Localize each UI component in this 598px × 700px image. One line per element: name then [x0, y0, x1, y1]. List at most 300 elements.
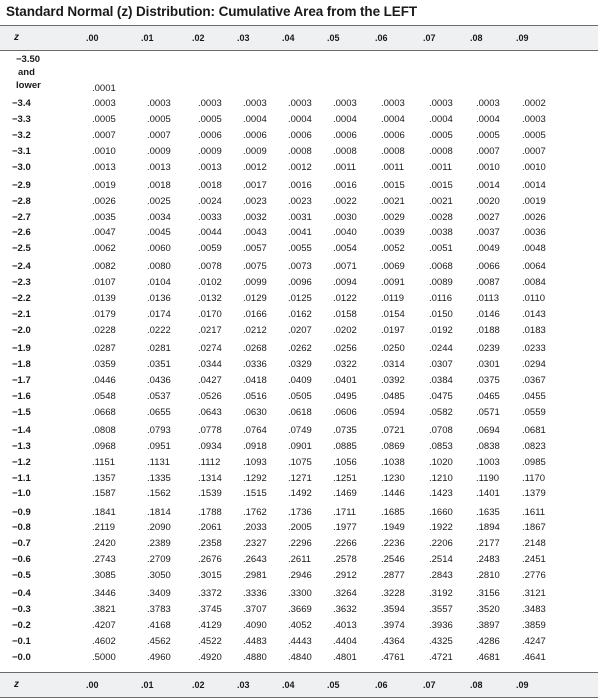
- header-col-01: .01: [141, 33, 154, 43]
- table-cell: .3897: [476, 620, 500, 631]
- table-cell: .0322: [333, 359, 357, 370]
- table-cell: .0003: [288, 98, 312, 109]
- table-row: [0, 160, 598, 176]
- table-cell: .3372: [198, 588, 222, 600]
- table-row: [0, 210, 598, 226]
- table-cell: .3745: [198, 604, 222, 616]
- table-cell: .3821: [92, 604, 116, 616]
- table-cell: .4286: [476, 635, 500, 647]
- table-row: [0, 586, 598, 602]
- z-value: −0.3: [12, 604, 31, 616]
- table-row: [0, 275, 598, 291]
- header-col-05: .05: [327, 33, 340, 43]
- footer-col-06: .06: [375, 680, 388, 690]
- z-value: −2.3: [12, 277, 31, 289]
- table-cell: .1788: [198, 506, 222, 518]
- table-cell: .0968: [92, 440, 116, 452]
- header-col-07: .07: [423, 33, 436, 43]
- table-cell: .0068: [429, 261, 453, 273]
- table-cell: .0018: [198, 179, 222, 191]
- table-cell: .0166: [243, 309, 267, 321]
- table-cell: .2420: [92, 538, 116, 550]
- table-cell: .2236: [381, 538, 405, 550]
- table-cell: .1977: [333, 522, 357, 534]
- table-cell: .4404: [333, 635, 357, 647]
- table-cell: .0113: [476, 293, 500, 305]
- table-row: [0, 520, 598, 536]
- table-cell: .0401: [333, 374, 357, 386]
- table-cell: .0035: [92, 211, 116, 223]
- table-cell: .0007: [476, 145, 500, 157]
- table-cell: .0721: [381, 424, 405, 436]
- table-cell: .3121: [522, 588, 546, 600]
- table-cell: .3156: [476, 588, 500, 600]
- footer-col-01: .01: [141, 680, 154, 690]
- header-z: z: [14, 32, 19, 43]
- table-cell: .0004: [476, 113, 500, 125]
- table-cell: .0023: [243, 195, 267, 207]
- table-cell: .0188: [476, 325, 500, 336]
- table-cell: .0281: [147, 343, 171, 355]
- table-cell: .0885: [333, 440, 357, 452]
- z-value: −1.5: [12, 406, 31, 418]
- table-cell: .0014: [476, 179, 500, 191]
- table-cell: .0064: [522, 261, 546, 273]
- table-cell: .3707: [243, 604, 267, 616]
- table-cell: .4325: [429, 635, 453, 647]
- table-cell: .0222: [147, 325, 171, 336]
- table-row: [0, 128, 598, 144]
- table-cell: .3085: [92, 570, 116, 582]
- table-cell: .4960: [147, 651, 171, 663]
- page-title: Standard Normal (z) Distribution: Cumulative Area from the LEFT: [6, 4, 417, 19]
- table-cell: .2119: [92, 522, 116, 534]
- table-cell: .0002: [522, 98, 546, 109]
- table-row: [0, 618, 598, 634]
- table-cell: .0022: [333, 195, 357, 207]
- table-cell: .0007: [522, 145, 546, 157]
- table-cell: .0985: [522, 456, 546, 468]
- table-cell: .0015: [429, 179, 453, 191]
- table-cell: .1635: [476, 506, 500, 518]
- table-cell: .0537: [147, 390, 171, 402]
- table-cell: .2709: [147, 554, 171, 566]
- z-value: −2.0: [12, 325, 31, 336]
- table-cell: .0027: [476, 211, 500, 223]
- z-value: −1.6: [12, 390, 31, 402]
- table-cell: .0384: [429, 374, 453, 386]
- table-cell: .2611: [288, 554, 312, 566]
- table-cell: .0708: [429, 424, 453, 436]
- table-cell: .0091: [381, 277, 405, 289]
- table-row: [0, 259, 598, 275]
- z-value: −0.1: [12, 635, 31, 647]
- table-cell: .4641: [522, 651, 546, 663]
- table-cell: .2514: [429, 554, 453, 566]
- table-cell: .1841: [92, 506, 116, 518]
- table-cell: .4364: [381, 635, 405, 647]
- table-cell: .2296: [288, 538, 312, 550]
- table-cell: .0004: [333, 113, 357, 125]
- table-cell: .0122: [333, 293, 357, 305]
- table-cell: .0005: [92, 113, 116, 125]
- table-cell: .0026: [522, 211, 546, 223]
- table-cell: .0010: [522, 161, 546, 173]
- lower-tail-label-line: −3.50: [16, 54, 41, 65]
- table-cell: .0197: [381, 325, 405, 336]
- table-cell: .0008: [429, 145, 453, 157]
- table-cell: .0011: [333, 161, 357, 173]
- table-cell: .2912: [333, 570, 357, 582]
- table-cell: .0207: [288, 325, 312, 336]
- table-cell: .1038: [381, 456, 405, 468]
- table-cell: .2810: [476, 570, 500, 582]
- table-cell: .0005: [198, 113, 222, 125]
- table-cell: .1562: [147, 488, 171, 500]
- table-row: [0, 634, 598, 650]
- table-cell: .0078: [198, 261, 222, 273]
- table-cell: .1539: [198, 488, 222, 500]
- table-cell: .0329: [288, 359, 312, 370]
- z-value: −1.1: [12, 472, 31, 484]
- table-cell: .0010: [92, 145, 116, 157]
- table-cell: .0694: [476, 424, 500, 436]
- table-cell: .4483: [243, 635, 267, 647]
- table-row: [0, 323, 598, 339]
- table-row: [0, 389, 598, 405]
- table-cell: .0039: [381, 227, 405, 239]
- table-cell: .0314: [381, 359, 405, 370]
- table-cell: .2266: [333, 538, 357, 550]
- table-cell: .1922: [429, 522, 453, 534]
- table-cell: .4168: [147, 620, 171, 631]
- table-cell: .1762: [243, 506, 267, 518]
- table-cell: .3409: [147, 588, 171, 600]
- table-cell: .3936: [429, 620, 453, 631]
- table-cell: .0594: [381, 406, 405, 418]
- table-cell: .0021: [429, 195, 453, 207]
- z-value: −0.7: [12, 538, 31, 550]
- table-cell: .2451: [522, 554, 546, 566]
- table-cell: .0367: [522, 374, 546, 386]
- z-value: −3.2: [12, 129, 31, 141]
- table-cell: .0559: [522, 406, 546, 418]
- table-cell: .0287: [92, 343, 116, 355]
- header-col-08: .08: [470, 33, 483, 43]
- table-cell: .0004: [381, 113, 405, 125]
- table-cell: .0735: [333, 424, 357, 436]
- table-cell: .0012: [288, 161, 312, 173]
- table-cell: .1587: [92, 488, 116, 500]
- table-cell: .4880: [243, 651, 267, 663]
- z-value: −1.0: [12, 488, 31, 500]
- footer-z: z: [14, 679, 19, 690]
- table-cell: .0082: [92, 261, 116, 273]
- table-cell: .2946: [288, 570, 312, 582]
- table-cell: .3669: [288, 604, 312, 616]
- table-cell: .1492: [288, 488, 312, 500]
- table-cell: .0038: [429, 227, 453, 239]
- table-cell: .0228: [92, 325, 116, 336]
- footer-col-07: .07: [423, 680, 436, 690]
- table-cell: .0655: [147, 406, 171, 418]
- table-cell: .4920: [198, 651, 222, 663]
- table-cell: .0455: [522, 390, 546, 402]
- z-value: −2.7: [12, 211, 31, 223]
- table-cell: .0006: [288, 129, 312, 141]
- table-cell: .1271: [288, 472, 312, 484]
- table-cell: .0016: [288, 179, 312, 191]
- z-value: −3.1: [12, 145, 31, 157]
- table-cell: .0006: [198, 129, 222, 141]
- table-cell: .0643: [198, 406, 222, 418]
- table-cell: .4013: [333, 620, 357, 631]
- table-cell: .1112: [198, 456, 221, 468]
- table-cell: .0087: [476, 277, 500, 289]
- table-row: [0, 357, 598, 373]
- table-cell: .0250: [381, 343, 405, 355]
- table-row: [0, 241, 598, 257]
- table-cell: .0013: [92, 161, 116, 173]
- table-cell: .0116: [429, 293, 453, 305]
- table-cell: .0019: [522, 195, 546, 207]
- table-cell: .0359: [92, 359, 116, 370]
- table-cell: .0526: [198, 390, 222, 402]
- table-cell: .0010: [476, 161, 500, 173]
- table-cell: .0630: [243, 406, 267, 418]
- table-cell: .1093: [243, 456, 267, 468]
- table-cell: .1401: [476, 488, 500, 500]
- table-cell: .2090: [147, 522, 171, 534]
- table-cell: .0006: [381, 129, 405, 141]
- table-cell: .1210: [429, 472, 453, 484]
- table-cell: .4602: [92, 635, 116, 647]
- table-cell: .0011: [381, 161, 405, 173]
- table-cell: .0256: [333, 343, 357, 355]
- table-cell: .1423: [429, 488, 453, 500]
- table-cell: .1335: [147, 472, 171, 484]
- table-cell: .4562: [147, 635, 171, 647]
- table-cell: .2578: [333, 554, 357, 566]
- table-cell: .3050: [147, 570, 171, 582]
- table-cell: .0125: [288, 293, 312, 305]
- table-cell: .4721: [429, 651, 453, 663]
- table-cell: .0268: [243, 343, 267, 355]
- table-cell: .0146: [476, 309, 500, 321]
- table-cell: .0075: [243, 261, 267, 273]
- table-cell: .1469: [333, 488, 357, 500]
- table-cell: .0009: [147, 145, 171, 157]
- table-cell: .0009: [198, 145, 222, 157]
- table-cell: .4681: [476, 651, 500, 663]
- table-cell: .3859: [522, 620, 546, 631]
- table-cell: .3783: [147, 604, 171, 616]
- table-cell: .0934: [198, 440, 222, 452]
- table-cell: .3015: [198, 570, 222, 582]
- table-cell: .1446: [381, 488, 405, 500]
- table-cell: .0052: [381, 243, 405, 255]
- table-cell: .0017: [243, 179, 267, 191]
- table-cell: .0129: [243, 293, 267, 305]
- table-cell: .0606: [333, 406, 357, 418]
- table-cell: .1867: [522, 522, 546, 534]
- table-cell: .0004: [288, 113, 312, 125]
- table-cell: .0764: [243, 424, 267, 436]
- table-cell: .0212: [243, 325, 267, 336]
- table-row: [0, 291, 598, 307]
- table-cell: .0495: [333, 390, 357, 402]
- table-cell: .0005: [147, 113, 171, 125]
- table-cell: .0202: [333, 325, 357, 336]
- table-cell: .0045: [147, 227, 171, 239]
- lower-tail-value: .0001: [92, 83, 116, 94]
- z-value: −3.0: [12, 161, 31, 173]
- z-value: −2.9: [12, 179, 31, 191]
- table-cell: .0007: [92, 129, 116, 141]
- table-cell: .0028: [429, 211, 453, 223]
- table-cell: .0036: [522, 227, 546, 239]
- z-value: −1.4: [12, 424, 31, 436]
- table-cell: .0003: [522, 113, 546, 125]
- table-cell: .0040: [333, 227, 357, 239]
- table-cell: .0107: [92, 277, 116, 289]
- table-cell: .0119: [381, 293, 405, 305]
- footer-col-04: .04: [282, 680, 295, 690]
- table-cell: .0062: [92, 243, 116, 255]
- table-cell: .0571: [476, 406, 500, 418]
- z-value: −2.4: [12, 261, 31, 273]
- table-row: [0, 112, 598, 128]
- table-cell: .0749: [288, 424, 312, 436]
- table-cell: .0392: [381, 374, 405, 386]
- table-cell: .1314: [198, 472, 222, 484]
- table-cell: .0294: [522, 359, 546, 370]
- lower-tail-label-line: and: [18, 67, 35, 78]
- table-cell: .0094: [333, 277, 357, 289]
- table-row: [0, 439, 598, 455]
- table-cell: .2061: [198, 522, 222, 534]
- z-value: −0.0: [12, 651, 31, 663]
- table-cell: .0003: [333, 98, 357, 109]
- table-row: [0, 307, 598, 323]
- table-cell: .4090: [243, 620, 267, 631]
- table-cell: .0004: [429, 113, 453, 125]
- table-cell: .2389: [147, 538, 171, 550]
- table-cell: .0162: [288, 309, 312, 321]
- table-cell: .0026: [92, 195, 116, 207]
- table-cell: .0080: [147, 261, 171, 273]
- table-cell: .0043: [243, 227, 267, 239]
- table-cell: .2981: [243, 570, 267, 582]
- table-cell: .0301: [476, 359, 500, 370]
- table-cell: .4443: [288, 635, 312, 647]
- table-cell: .2148: [522, 538, 546, 550]
- table-cell: .5000: [92, 651, 116, 663]
- table-cell: .0009: [243, 145, 267, 157]
- table-cell: .0174: [147, 309, 171, 321]
- table-cell: .0060: [147, 243, 171, 255]
- table-cell: .0099: [243, 277, 267, 289]
- table-cell: .3300: [288, 588, 312, 600]
- table-cell: .4207: [92, 620, 116, 631]
- table-cell: .0102: [198, 277, 222, 289]
- table-cell: .0262: [288, 343, 312, 355]
- table-cell: .0096: [288, 277, 312, 289]
- table-cell: .0132: [198, 293, 222, 305]
- table-cell: .0059: [198, 243, 222, 255]
- table-cell: .0793: [147, 424, 171, 436]
- table-cell: .0136: [147, 293, 171, 305]
- table-cell: .1379: [522, 488, 546, 500]
- z-value: −1.8: [12, 359, 31, 370]
- footer-col-02: .02: [192, 680, 205, 690]
- table-cell: .1736: [288, 506, 312, 518]
- z-value: −0.6: [12, 554, 31, 566]
- table-cell: .0033: [198, 211, 222, 223]
- table-cell: .4129: [198, 620, 222, 631]
- table-cell: .0008: [381, 145, 405, 157]
- table-cell: .3520: [476, 604, 500, 616]
- table-cell: .1894: [476, 522, 500, 534]
- table-cell: .1151: [92, 456, 116, 468]
- table-row: [0, 178, 598, 194]
- z-value: −0.5: [12, 570, 31, 582]
- table-cell: .0016: [333, 179, 357, 191]
- table-cell: .0869: [381, 440, 405, 452]
- table-cell: .4761: [381, 651, 405, 663]
- table-cell: .0485: [381, 390, 405, 402]
- table-row: [0, 568, 598, 584]
- table-cell: .0150: [429, 309, 453, 321]
- table-cell: .0192: [429, 325, 453, 336]
- table-cell: .0047: [92, 227, 116, 239]
- table-cell: .0019: [92, 179, 116, 191]
- table-cell: .1131: [147, 456, 171, 468]
- table-cell: .0003: [147, 98, 171, 109]
- table-cell: .2546: [381, 554, 405, 566]
- z-value: −3.4: [12, 98, 31, 109]
- table-cell: .0808: [92, 424, 116, 436]
- table-cell: .2005: [288, 522, 312, 534]
- table-cell: .4052: [288, 620, 312, 631]
- table-row: [0, 505, 598, 521]
- table-cell: .0055: [288, 243, 312, 255]
- table-row: [0, 423, 598, 439]
- table-cell: .0005: [429, 129, 453, 141]
- table-cell: .2358: [198, 538, 222, 550]
- table-cell: .1251: [333, 472, 357, 484]
- table-cell: .2177: [476, 538, 500, 550]
- table-cell: .0618: [288, 406, 312, 418]
- table-cell: .3557: [429, 604, 453, 616]
- z-value: −2.5: [12, 243, 31, 255]
- table-cell: .0008: [333, 145, 357, 157]
- table-cell: .0853: [429, 440, 453, 452]
- z-value: −0.8: [12, 522, 31, 534]
- table-cell: .0505: [288, 390, 312, 402]
- table-row: [0, 552, 598, 568]
- table-cell: .0548: [92, 390, 116, 402]
- table-cell: .3192: [429, 588, 453, 600]
- table-cell: .0020: [476, 195, 500, 207]
- z-value: −0.4: [12, 588, 31, 600]
- table-row: [0, 96, 598, 112]
- table-cell: .0037: [476, 227, 500, 239]
- table-cell: .3632: [333, 604, 357, 616]
- z-value: −3.3: [12, 113, 31, 125]
- table-cell: .1292: [243, 472, 267, 484]
- table-cell: .0307: [429, 359, 453, 370]
